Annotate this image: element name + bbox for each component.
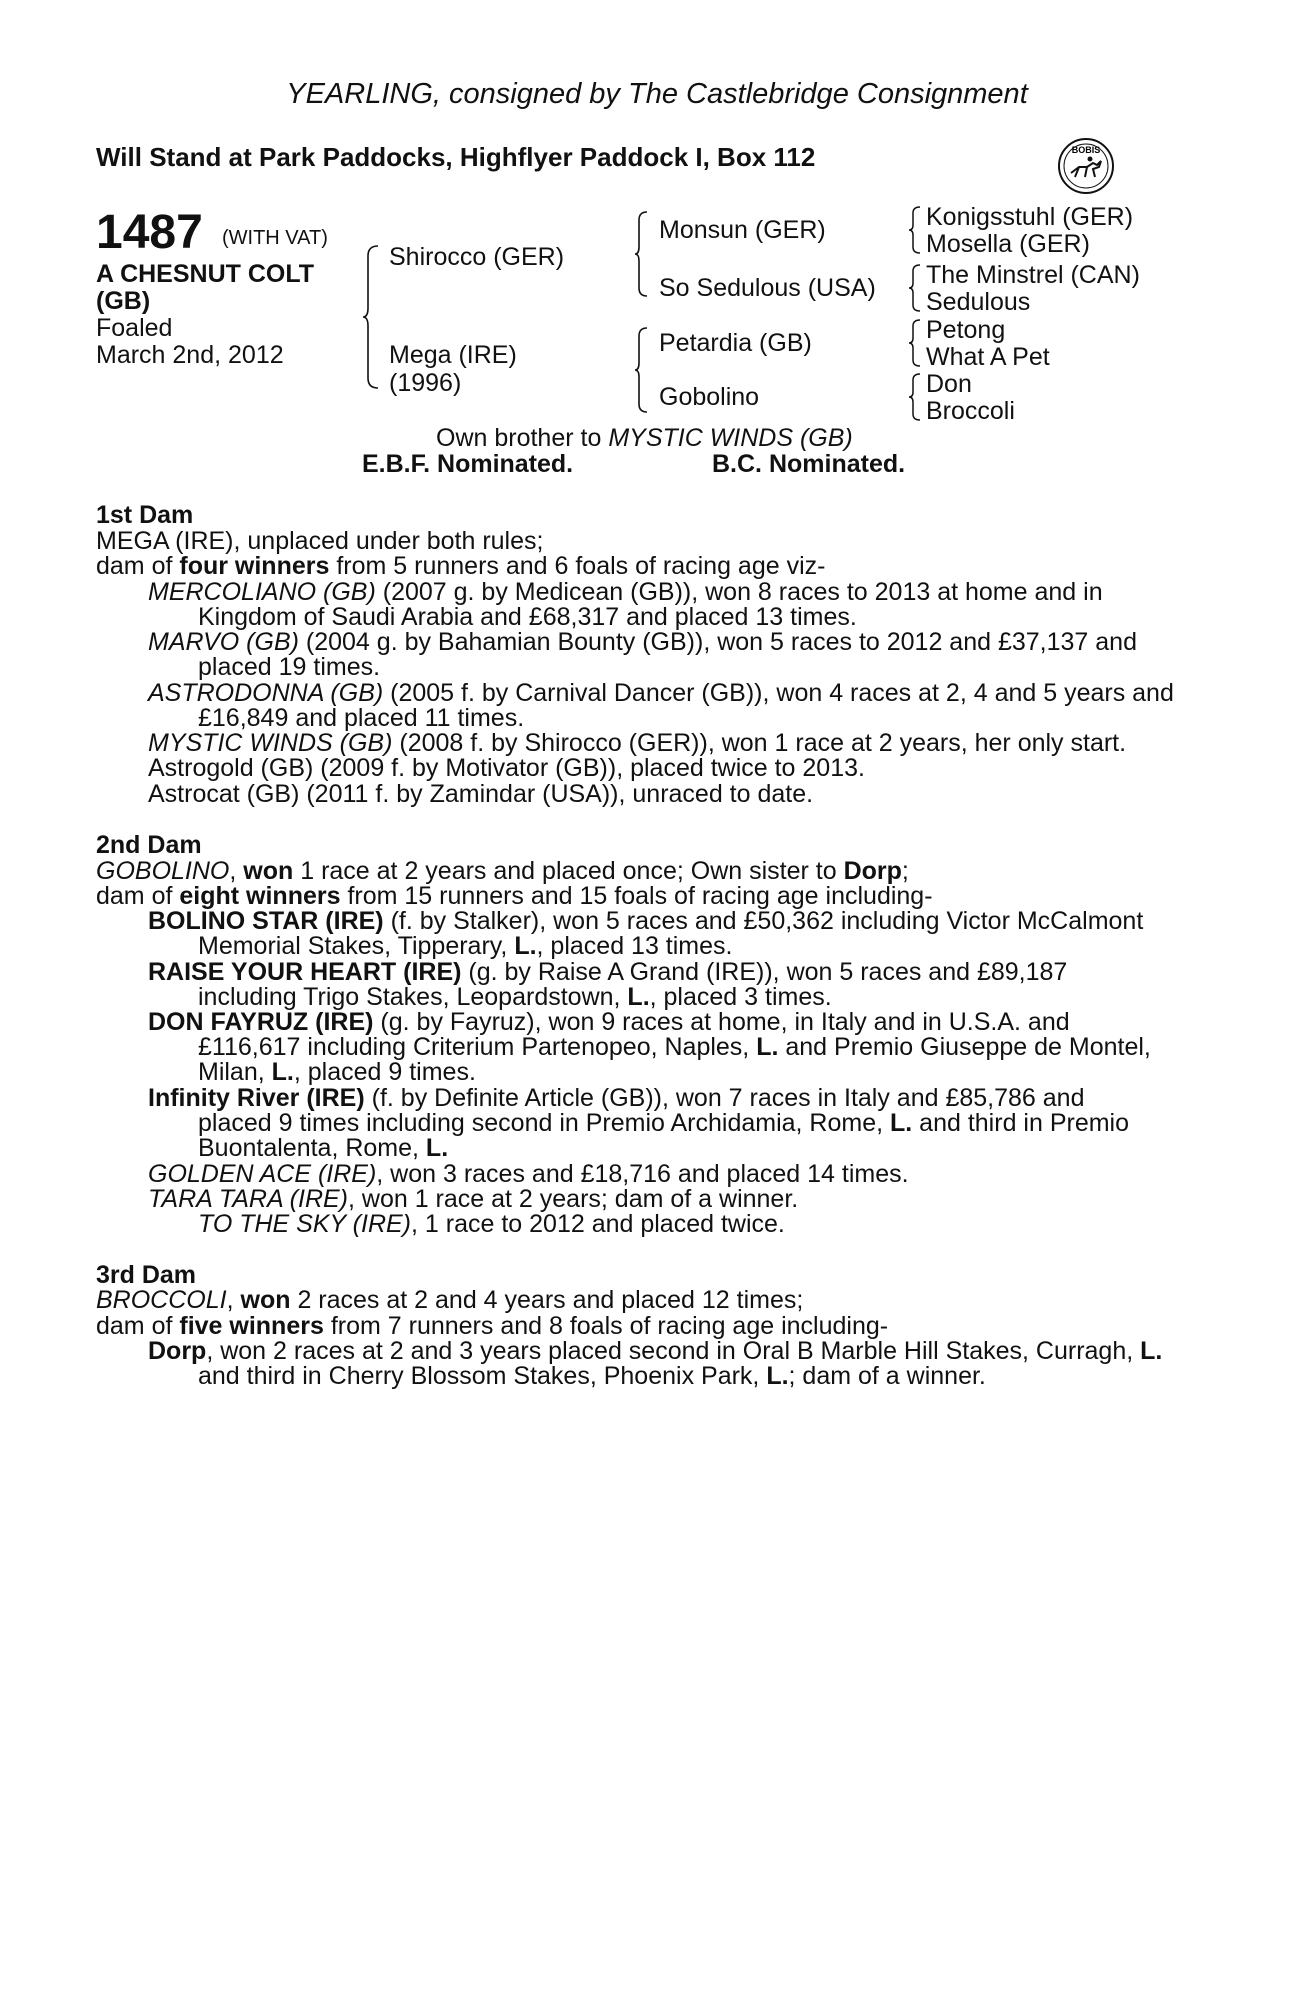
pedigree-brace-main [362,244,382,390]
offspring-dorp-cont: and third in Cherry Blossom Stakes, Phoenix Park, L.; dam of a winner. [198,1362,986,1390]
svg-text:BOBIS: BOBIS [1071,145,1101,155]
great-grandparent-3: The Minstrel (CAN) [926,261,1140,289]
grand-offspring-to-the-sky: TO THE SKY (IRE), 1 race to 2012 and placed twice. [198,1210,785,1238]
ebf-nomination: E.B.F. Nominated. [362,450,574,478]
pedigree-brace-gg3 [908,318,922,368]
offspring-marvo-cont: placed 19 times. [198,653,381,681]
first-dam-produce: dam of four winners from 5 runners and 6 foals of racing age viz- [96,552,826,580]
pedigree-brace-dam [634,326,650,414]
own-brother-note: Own brother to MYSTIC WINDS (GB) [436,424,853,452]
offspring-infinity-river-cont: placed 9 times including second in Premio Archidamia, Rome, L. and third in Premio [198,1109,1130,1137]
great-grandparent-7: Don [926,370,972,398]
third-dam-heading: 3rd Dam [96,1261,197,1289]
lot-number: 1487 [96,206,203,259]
offspring-raise-your-heart: RAISE YOUR HEART (IRE) (g. by Raise A Grand (IRE)), won 5 races and £89,187 [148,958,1068,986]
offspring-bolino-star: BOLINO STAR (IRE) (f. by Stalker), won 5 races and £50,362 including Victor McCalmont [148,907,1144,935]
sire-sire: Monsun (GER) [659,216,826,244]
lot-description-origin: (GB) [96,287,151,315]
offspring-mercoliano: MERCOLIANO (GB) (2007 g. by Medicean (GB)), won 8 races to 2013 at home and in [148,578,1103,606]
dam: Mega (IRE) [389,341,517,369]
first-dam-heading: 1st Dam [96,501,194,529]
vat-label: (WITH VAT) [222,227,328,249]
great-grandparent-6: What A Pet [926,343,1050,371]
great-grandparent-8: Broccoli [926,397,1015,425]
pedigree-brace-gg2 [908,263,922,313]
great-grandparent-4: Sedulous [926,288,1031,316]
sire-dam: So Sedulous (USA) [659,274,876,302]
second-dam-heading: 2nd Dam [96,831,202,859]
stand-location: Will Stand at Park Paddocks, Highflyer Paddock I, Box 112 [96,142,816,172]
offspring-astrocat: Astrocat (GB) (2011 f. by Zamindar (USA)), unraced to date. [148,780,814,808]
offspring-astrodonna: ASTRODONNA (GB) (2005 f. by Carnival Dancer (GB)), won 4 races at 2, 4 and 5 years and [148,679,1174,707]
offspring-dorp: Dorp, won 2 races at 2 and 3 years placed second in Oral B Marble Hill Stakes, Curragh, L. [148,1337,1163,1365]
bc-nomination: B.C. Nominated. [712,450,906,478]
dam-dam: Gobolino [659,383,760,411]
lot-description: A CHESNUT COLT [96,260,315,288]
third-dam-line: BROCCOLI, won 2 races at 2 and 4 years and placed 12 times; [96,1286,804,1314]
foaled-label: Foaled [96,314,173,342]
offspring-mercoliano-cont: Kingdom of Saudi Arabia and £68,317 and placed 13 times. [198,603,857,631]
dam-sire: Petardia (GB) [659,329,812,357]
offspring-bolino-star-cont: Memorial Stakes, Tipperary, L., placed 13 times. [198,932,733,960]
pedigree-brace-sire [634,210,650,298]
third-dam-produce: dam of five winners from 7 runners and 8 foals of racing age including- [96,1312,889,1340]
offspring-raise-your-heart-cont: including Trigo Stakes, Leopardstown, L., placed 3 times. [198,983,832,1011]
second-dam-line: GOBOLINO, won 1 race at 2 years and placed once; Own sister to Dorp; [96,857,909,885]
bobis-logo [1057,137,1115,195]
pedigree-brace-gg4 [908,372,922,422]
foaled-date: March 2nd, 2012 [96,341,284,369]
offspring-don-fayruz: DON FAYRUZ (IRE) (g. by Fayruz), won 9 races at home, in Italy and in U.S.A. and [148,1008,1070,1036]
offspring-mystic-winds: MYSTIC WINDS (GB) (2008 f. by Shirocco (GER)), won 1 race at 2 years, her only start. [148,729,1127,757]
page-header: YEARLING, consigned by The Castlebridge Consignment [286,78,1028,110]
pedigree-brace-gg1 [908,205,922,255]
offspring-golden-ace: GOLDEN ACE (IRE), won 3 races and £18,716 and placed 14 times. [148,1160,909,1188]
offspring-don-fayruz-cont2: Milan, L., placed 9 times. [198,1058,476,1086]
second-dam-produce: dam of eight winners from 15 runners and 15 foals of racing age including- [96,882,933,910]
offspring-marvo: MARVO (GB) (2004 g. by Bahamian Bounty (GB)), won 5 races to 2012 and £37,137 and [148,628,1137,656]
great-grandparent-5: Petong [926,316,1006,344]
great-grandparent-1: Konigsstuhl (GER) [926,203,1134,231]
offspring-infinity-river: Infinity River (IRE) (f. by Definite Article (GB)), won 7 races in Italy and £85,786 and [148,1084,1085,1112]
offspring-don-fayruz-cont: £116,617 including Criterium Partenopeo, Naples, L. and Premio Giuseppe de Montel, [198,1033,1151,1061]
sire: Shirocco (GER) [389,243,565,271]
offspring-infinity-river-cont2: Buontalenta, Rome, L. [198,1134,449,1162]
offspring-tara-tara: TARA TARA (IRE), won 1 race at 2 years; dam of a winner. [148,1185,799,1213]
great-grandparent-2: Mosella (GER) [926,230,1090,258]
first-dam-line: MEGA (IRE), unplaced under both rules; [96,527,544,555]
offspring-astrodonna-cont: £16,849 and placed 11 times. [198,704,525,732]
dam-year: (1996) [389,369,462,397]
offspring-astrogold: Astrogold (GB) (2009 f. by Motivator (GB)), placed twice to 2013. [148,754,865,782]
